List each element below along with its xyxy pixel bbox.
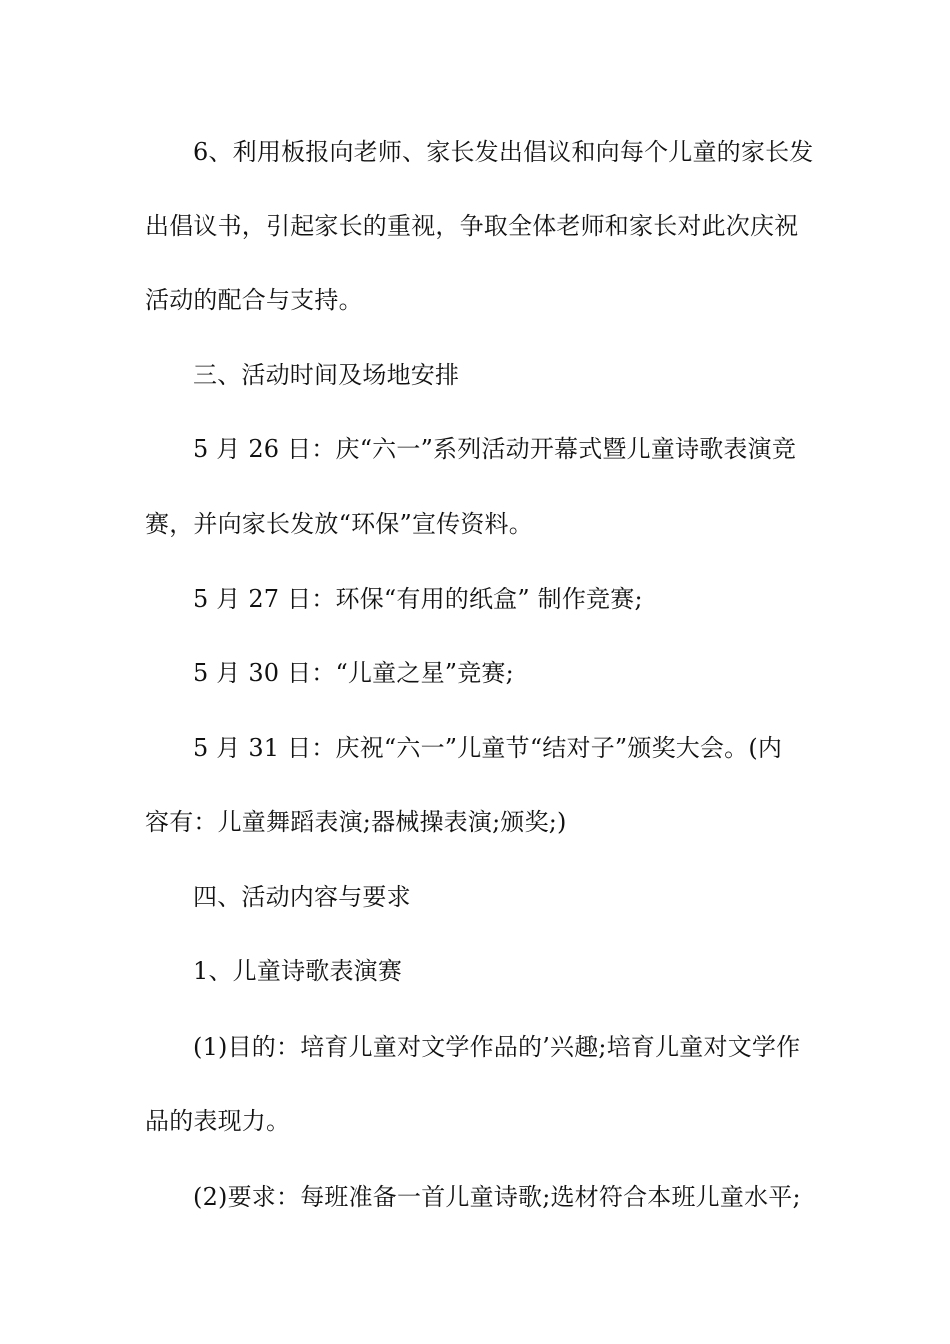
subsection-heading: 1、儿童诗歌表演赛 [193,957,403,985]
section-heading: 四、活动内容与要求 [193,883,411,911]
paragraph-line: 5 月 26 日：庆“六一”系列活动开幕式暨儿童诗歌表演竞 [193,435,797,463]
paragraph-line: 出倡议书，引起家长的重视，争取全体老师和家长对此次庆祝 [145,212,799,240]
paragraph-line: 5 月 31 日：庆祝“六一”儿童节“结对子”颁奖大会。(内 [193,734,783,762]
paragraph-line: 赛，并向家长发放“环保”宣传资料。 [145,510,533,538]
paragraph-line: 容有：儿童舞蹈表演;器械操表演;颁奖;) [145,808,567,836]
paragraph-line: 品的表现力。 [145,1107,291,1135]
paragraph-line: (2)要求：每班准备一首儿童诗歌;选材符合本班儿童水平; [193,1183,801,1211]
paragraph-line: (1)目的：培育儿童对文学作品的’兴趣;培育儿童对文学作 [193,1033,801,1061]
paragraph-line: 6、利用板报向老师、家长发出倡议和向每个儿童的家长发 [193,138,814,166]
paragraph-line: 5 月 30 日：“儿童之星”竞赛; [193,659,514,687]
paragraph-line: 5 月 27 日：环保“有用的纸盒” 制作竞赛; [193,585,643,613]
paragraph-line: 活动的配合与支持。 [145,286,363,314]
section-heading: 三、活动时间及场地安排 [193,361,460,389]
